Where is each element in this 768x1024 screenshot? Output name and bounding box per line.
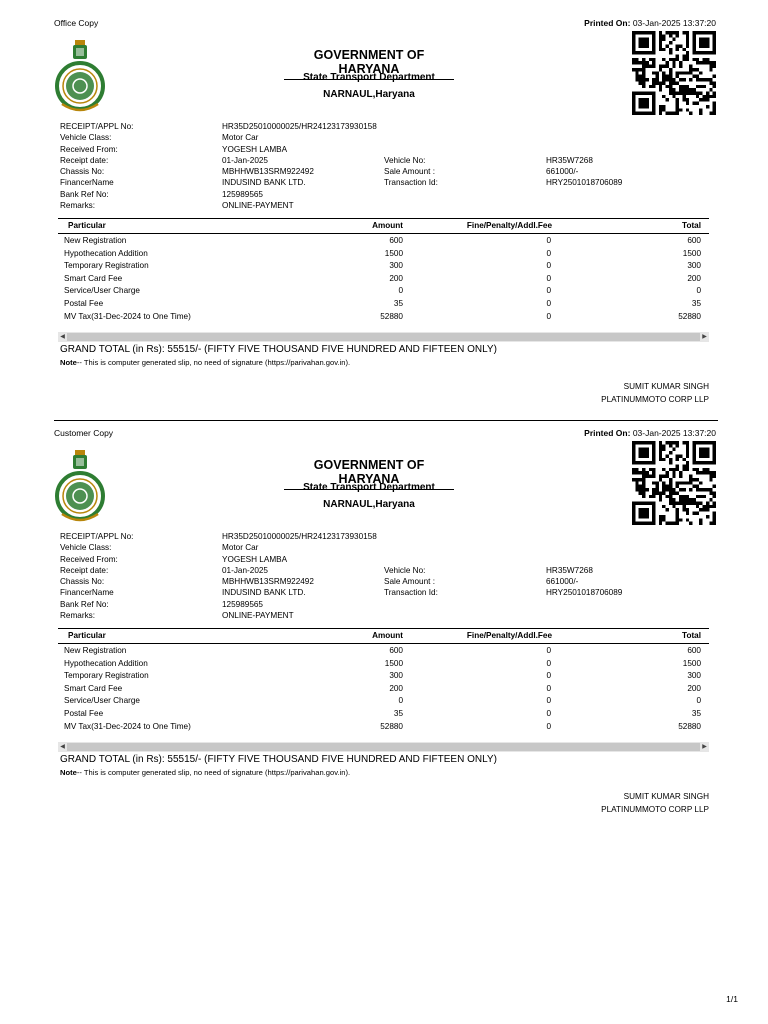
table-cell-amount: 1500 (384, 248, 403, 258)
table-row (58, 247, 709, 260)
class-label: Vehicle Class: (60, 133, 112, 143)
note-text: -- This is computer generated slip, no need of signature (https://parivahan.gov.in). (76, 768, 351, 777)
table-cell-particular: Postal Fee (64, 298, 104, 308)
govt-title: GOVERNMENT OF HARYANA (284, 48, 454, 80)
table-row (58, 694, 709, 707)
table-cell-amount: 35 (393, 708, 403, 718)
page-number: 1/1 (726, 994, 738, 1004)
copy-label: Office Copy (54, 18, 99, 28)
note-label: Note (60, 358, 77, 367)
remarks-value: ONLINE-PAYMENT (222, 201, 294, 211)
sale-value: 661000/- (546, 577, 579, 587)
table-cell-amount: 300 (389, 261, 403, 271)
table-cell-total: 600 (687, 236, 701, 245)
printed-value: 03-Jan-2025 13:37:20 (632, 428, 716, 438)
remarks-label: Remarks: (60, 611, 96, 621)
table-cell-particular: Hypothecation Addition (64, 248, 148, 258)
table-cell-fine: 0 (546, 646, 551, 655)
date-value: 01-Jan-2025 (222, 565, 268, 575)
table-row (58, 707, 709, 720)
note (60, 358, 350, 367)
signatory-name: SUMIT KUMAR SINGH (623, 792, 709, 801)
column-header-total: Total (682, 631, 701, 640)
table-cell-total: 0 (696, 696, 701, 706)
table-row (58, 682, 709, 695)
table-row (58, 272, 709, 285)
printed-value: 03-Jan-2025 13:37:20 (632, 18, 716, 28)
info-row (60, 531, 680, 542)
column-header-particular: Particular (68, 221, 106, 230)
table-cell-fine: 0 (546, 311, 551, 321)
table-cell-total: 200 (687, 273, 701, 283)
receipt-value: HR35D25010000025/HR24123173930158 (222, 122, 377, 131)
class-label: Vehicle Class: (60, 543, 112, 553)
chassis-value: MBHHWB13SRM922492 (222, 577, 314, 587)
table-cell-particular: New Registration (64, 236, 127, 245)
info-row (60, 121, 680, 132)
city-title: NARNAUL,Haryana (323, 89, 415, 100)
vehicle-label: Vehicle No: (384, 155, 426, 165)
table-cell-total: 1500 (682, 248, 701, 258)
column-header-particular: Particular (68, 631, 106, 640)
table-cell-fine: 0 (546, 696, 551, 706)
sale-label: Sale Amount : (384, 577, 435, 587)
table-cell-particular: Service/User Charge (64, 696, 140, 706)
dept-title: State Transport Department (303, 482, 435, 493)
table-cell-particular: New Registration (64, 646, 127, 655)
vehicle-label: Vehicle No: (384, 565, 426, 575)
financer-value: INDUSIND BANK LTD. (222, 178, 306, 188)
table-cell-total: 200 (687, 683, 701, 693)
table-cell-total: 300 (687, 671, 701, 681)
table-cell-fine: 0 (546, 286, 551, 296)
govt-title: GOVERNMENT OF HARYANA (284, 458, 454, 490)
receipt-value: HR35D25010000025/HR24123173930158 (222, 532, 377, 541)
sale-label: Sale Amount : (384, 167, 435, 177)
txn-label: Transaction Id: (384, 178, 438, 188)
receipt-label: RECEIPT/APPL No: (60, 122, 134, 131)
info-row (60, 610, 680, 621)
signatory-company: PLATINUMMOTO CORP LLP (601, 805, 709, 814)
table-cell-fine: 0 (546, 236, 551, 245)
class-value: Motor Car (222, 133, 259, 143)
qr-code-icon (632, 440, 716, 526)
scroll-right-icon[interactable]: ▶ (702, 334, 707, 340)
horizontal-scrollbar[interactable] (58, 332, 709, 342)
column-header-fine: Fine/Penalty/Addl.Fee (466, 221, 552, 230)
remarks-label: Remarks: (60, 201, 96, 211)
column-header-total: Total (682, 221, 701, 230)
haryana-emblem-icon (54, 448, 106, 524)
table-row (58, 297, 709, 310)
qr-code-icon (632, 30, 716, 116)
table-row (58, 310, 709, 323)
table-row (58, 720, 709, 733)
table-cell-fine: 0 (546, 708, 551, 718)
column-header-fine: Fine/Penalty/Addl.Fee (466, 631, 552, 640)
table-row (58, 657, 709, 670)
date-value: 01-Jan-2025 (222, 155, 268, 165)
table-cell-fine: 0 (546, 298, 551, 308)
receipt-info (60, 121, 680, 211)
table-cell-amount: 0 (398, 696, 403, 706)
info-row (60, 599, 680, 610)
signatory-company: PLATINUMMOTO CORP LLP (601, 395, 709, 404)
info-row (60, 554, 680, 565)
from-value: YOGESH LAMBA (222, 554, 288, 564)
table-cell-fine: 0 (546, 683, 551, 693)
info-row (60, 587, 680, 598)
table-cell-total: 35 (691, 708, 701, 718)
info-row (60, 576, 680, 587)
table-cell-particular: Hypothecation Addition (64, 658, 148, 668)
table-cell-fine: 0 (546, 671, 551, 681)
table-cell-fine: 0 (546, 658, 551, 668)
financer-label: FinancerName (60, 178, 114, 188)
dept-title: State Transport Department (303, 72, 435, 83)
table-cell-particular: Temporary Registration (64, 671, 149, 681)
receipt-label: RECEIPT/APPL No: (60, 532, 134, 541)
table-cell-amount: 600 (389, 646, 403, 655)
table-row (58, 644, 709, 657)
table-row (58, 284, 709, 297)
printed-label: Printed On: (584, 18, 631, 28)
bankref-value: 125989565 (222, 599, 263, 609)
chassis-label: Chassis No: (60, 577, 105, 587)
info-row (60, 177, 680, 188)
printed-on (584, 18, 716, 28)
class-value: Motor Car (222, 543, 259, 553)
table-cell-amount: 200 (389, 273, 403, 283)
column-header-amount: Amount (372, 631, 403, 640)
customer-copy (0, 410, 768, 820)
info-row (60, 155, 680, 166)
table-cell-amount: 52880 (380, 311, 403, 321)
scroll-left-icon[interactable]: ◀ (60, 744, 65, 750)
info-row (60, 144, 680, 155)
table-cell-total: 35 (691, 298, 701, 308)
city-title: NARNAUL,Haryana (323, 499, 415, 510)
table-cell-fine: 0 (546, 248, 551, 258)
info-row (60, 166, 680, 177)
from-label: Received From: (60, 144, 118, 154)
copy-label: Customer Copy (54, 428, 114, 438)
bankref-label: Bank Ref No: (60, 189, 109, 199)
fee-table (58, 218, 709, 322)
grand-total: GRAND TOTAL (in Rs): 55515/- (FIFTY FIVE THOUSAND FIVE HUNDRED AND FIFTEEN ONLY) (60, 344, 497, 355)
table-cell-fine: 0 (546, 721, 551, 731)
sale-value: 661000/- (546, 167, 579, 177)
financer-value: INDUSIND BANK LTD. (222, 588, 306, 598)
table-cell-total: 52880 (678, 311, 701, 321)
table-cell-amount: 300 (389, 671, 403, 681)
table-cell-amount: 1500 (384, 658, 403, 668)
date-label: Receipt date: (60, 155, 109, 165)
table-row (58, 669, 709, 682)
note (60, 768, 350, 777)
scrollbar-thumb[interactable] (67, 743, 700, 751)
scrollbar-thumb[interactable] (67, 333, 700, 341)
table-cell-amount: 35 (393, 298, 403, 308)
info-row (60, 542, 680, 553)
printed-on (584, 428, 716, 438)
table-cell-fine: 0 (546, 273, 551, 283)
table-header (58, 628, 709, 644)
bankref-label: Bank Ref No: (60, 599, 109, 609)
table-cell-total: 52880 (678, 721, 701, 731)
info-row (60, 189, 680, 200)
signatory-name: SUMIT KUMAR SINGH (623, 382, 709, 391)
table-cell-total: 600 (687, 646, 701, 655)
table-cell-amount: 52880 (380, 721, 403, 731)
from-value: YOGESH LAMBA (222, 144, 288, 154)
vehicle-value: HR35W7268 (546, 565, 593, 575)
info-row (60, 132, 680, 143)
table-row (58, 234, 709, 247)
table-cell-particular: Smart Card Fee (64, 273, 123, 283)
financer-label: FinancerName (60, 588, 114, 598)
txn-value: HRY2501018706089 (546, 588, 623, 598)
table-cell-total: 0 (696, 286, 701, 296)
table-header (58, 218, 709, 234)
table-cell-total: 1500 (682, 658, 701, 668)
table-cell-particular: MV Tax(31-Dec-2024 to One Time) (64, 311, 191, 321)
scroll-right-icon[interactable]: ▶ (702, 744, 707, 750)
column-header-amount: Amount (372, 221, 403, 230)
from-label: Received From: (60, 554, 118, 564)
chassis-label: Chassis No: (60, 167, 105, 177)
note-text: -- This is computer generated slip, no need of signature (https://parivahan.gov.in). (76, 358, 351, 367)
date-label: Receipt date: (60, 565, 109, 575)
table-cell-amount: 600 (389, 236, 403, 245)
table-cell-amount: 0 (398, 286, 403, 296)
haryana-emblem-icon (54, 38, 106, 114)
grand-total: GRAND TOTAL (in Rs): 55515/- (FIFTY FIVE THOUSAND FIVE HUNDRED AND FIFTEEN ONLY) (60, 754, 497, 765)
bankref-value: 125989565 (222, 189, 263, 199)
scroll-left-icon[interactable]: ◀ (60, 334, 65, 340)
table-cell-particular: Temporary Registration (64, 261, 149, 271)
remarks-value: ONLINE-PAYMENT (222, 611, 294, 621)
table-cell-amount: 200 (389, 683, 403, 693)
txn-value: HRY2501018706089 (546, 178, 623, 188)
table-row (58, 259, 709, 272)
table-cell-particular: MV Tax(31-Dec-2024 to One Time) (64, 721, 191, 731)
chassis-value: MBHHWB13SRM922492 (222, 167, 314, 177)
table-cell-total: 300 (687, 261, 701, 271)
printed-label: Printed On: (584, 428, 631, 438)
table-cell-particular: Smart Card Fee (64, 683, 123, 693)
table-cell-particular: Service/User Charge (64, 286, 140, 296)
info-row (60, 200, 680, 211)
fee-table (58, 628, 709, 732)
txn-label: Transaction Id: (384, 588, 438, 598)
horizontal-scrollbar[interactable] (58, 742, 709, 752)
table-cell-particular: Postal Fee (64, 708, 104, 718)
vehicle-value: HR35W7268 (546, 155, 593, 165)
info-row (60, 565, 680, 576)
table-cell-fine: 0 (546, 261, 551, 271)
office-copy (0, 0, 768, 410)
receipt-info (60, 531, 680, 621)
note-label: Note (60, 768, 77, 777)
